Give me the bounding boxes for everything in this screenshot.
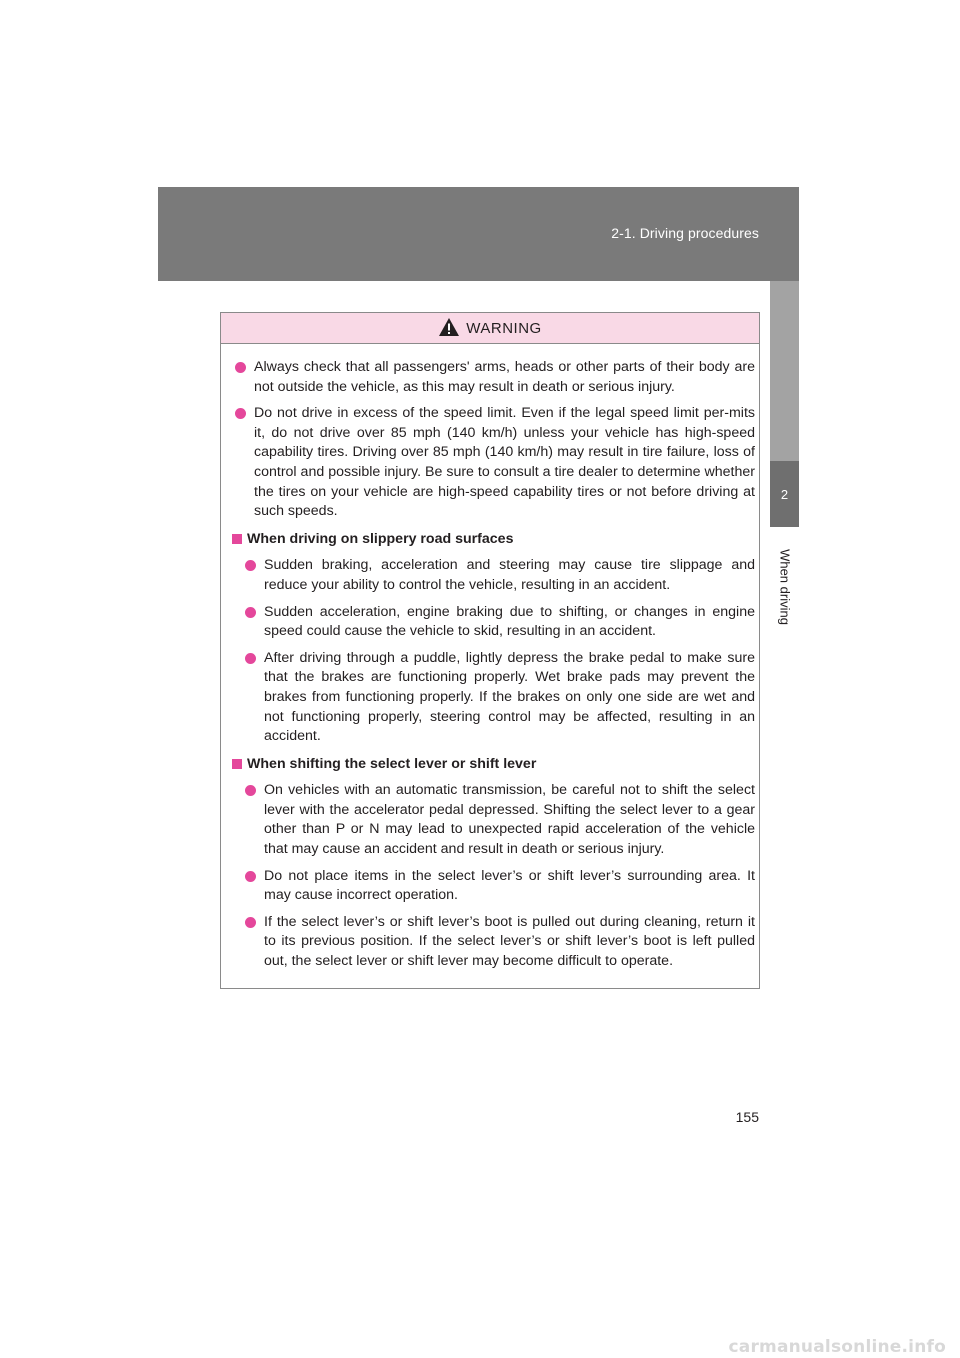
warning-item: Sudden acceleration, engine braking due to shifting, or changes in engine speed could cause the vehicle to skid, resulting in an accident. bbox=[241, 603, 755, 642]
section-header-band bbox=[158, 187, 799, 281]
watermark-logo: carmanualsonline.info bbox=[728, 1337, 946, 1357]
chapter-label: When driving bbox=[777, 549, 792, 625]
side-tab-bar bbox=[770, 281, 799, 461]
chapter-label-tab bbox=[770, 527, 799, 647]
warning-box bbox=[220, 312, 760, 989]
subsection-list bbox=[231, 556, 755, 746]
chapter-number-tab: 2 bbox=[770, 461, 799, 527]
warning-item: If the select lever’s or shift lever’s boot is pulled out during cleaning, return it to its previous position. If the select lever’s or shift lever’s boot is left pulled out, the select lever or shift lever may become difficult to operate. bbox=[241, 913, 755, 972]
subsection-list bbox=[231, 781, 755, 971]
subsection-heading: When shifting the select lever or shift lever bbox=[231, 755, 755, 775]
warning-item: Do not place items in the select lever’s or shift lever’s surrounding area. It may cause incorrect operation. bbox=[241, 867, 755, 906]
warning-item: Always check that all passengers' arms, heads or other parts of their body are not outside the vehicle, as this may result in death or serious injury. bbox=[231, 358, 755, 397]
page-number: 155 bbox=[735, 1109, 759, 1125]
warning-title: WARNING bbox=[466, 319, 542, 337]
warning-item: On vehicles with an automatic transmission, be careful not to shift the select lever with the accelerator pedal depressed. Shifting the select lever to a gear other than P or N may lead to unexpected rapid acceleration of the vehicle that may cause an accident and result in death or serious injury. bbox=[241, 781, 755, 859]
subsection-heading: When driving on slippery road surfaces bbox=[231, 530, 755, 550]
warning-triangle-icon bbox=[438, 317, 460, 337]
warning-item: Do not drive in excess of the speed limit. Even if the legal speed limit per-mits it, do not drive over 85 mph (140 km/h) unless your vehicle has high-speed capability tires. Driving over 85 mph (140 km/h) may result in tire failure, loss of control and possible injury. Be sure to consult a tire dealer to determine whether the tires on your vehicle are high-speed capability tires or not before driving at such speeds. bbox=[231, 404, 755, 522]
warning-item: Sudden braking, acceleration and steering may cause tire slippage and reduce your ability to control the vehicle, resulting in an accident. bbox=[241, 556, 755, 595]
warning-body bbox=[221, 344, 759, 972]
section-title: 2-1. Driving procedures bbox=[611, 225, 759, 241]
warning-header bbox=[221, 313, 759, 344]
warning-item: After driving through a puddle, lightly depress the brake pedal to make sure that the brakes are functioning properly. Wet brake pads may prevent the brakes from functioning properly. If the brakes on only one side are wet and not functioning properly, steering control may be affected, resulting in an accident. bbox=[241, 649, 755, 747]
